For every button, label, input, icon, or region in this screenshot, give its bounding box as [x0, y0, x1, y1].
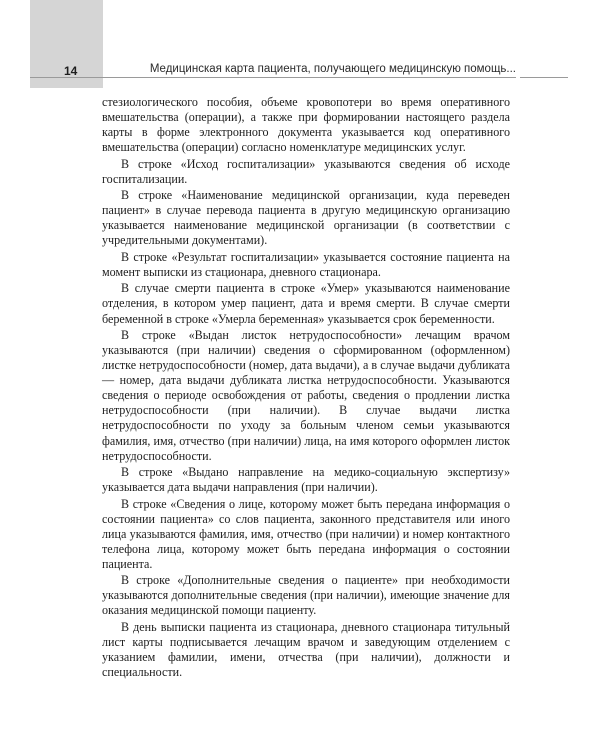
paragraph: В строке «Выдан листок нетрудоспособности» лечащим врачом указываются (при наличии) сведения о сформированном (оформленном) листке нетрудоспособности (номер, дата выдачи), а в случае выдачи дубликата — номер, дата выдачи дубликата листка нетрудоспособности. Указываются сведения о периоде освобождения от работы, сведения о продлении листка нетрудоспособности (при наличии). В случае выдачи листка нетрудоспособности по уходу за больным членом семьи указываются фамилия, имя, отчество (при наличии) лица, на имя которого оформлен листок нетрудоспособности. — [102, 327, 510, 463]
paragraph: В строке «Результат госпитализации» указывается состояние пациента на момент выписки из стационара, дневного стационара. — [102, 249, 510, 279]
paragraph: В случае смерти пациента в строке «Умер» указываются наименование отделения, в котором умер пациент, дата и время смерти. В случае смерти беременной в строке «Умерла беременная» указывается срок беременности. — [102, 281, 510, 326]
paragraph: В день выписки пациента из стационара, дневного стационара титульный лист карты подписывается лечащим врачом и заведующим отделением с указанием фамилии, имени, отчества (при наличии), должности и специальности. — [102, 619, 510, 680]
paragraph: В строке «Сведения о лице, которому может быть передана информация о состоянии пациента» со слов пациента, законного представителя или иного лица указываются фамилия, имя, отчество (при наличии) и номер контактного телефона лица, которому может быть передана информация о состоянии пациента. — [102, 496, 510, 571]
paragraph: стезиологического пособия, объеме кровопотери во время оперативного вмешательства (операции), а также при формировании настоящего раздела карты в форме электронного документа указывается код оперативного вмешательства (операции) согласно номенклатуре медицинских услуг. — [102, 95, 510, 155]
body-text — [102, 95, 510, 682]
header-rule-gap — [516, 74, 520, 80]
paragraph: В строке «Дополнительные сведения о пациенте» при необходимости указываются дополнительные сведения (при наличии), имеющие значение для оказания медицинской помощи пациенту. — [102, 573, 510, 618]
paragraph: В строке «Наименование медицинской организации, куда переведен пациент» в случае перевода пациента в другую медицинскую организацию указывается наименование медицинской организации (в соответствии с учредительными документами). — [102, 188, 510, 248]
paragraph: В строке «Выдано направление на медико-социальную экспертизу» указывается дата выдачи направления (при наличии). — [102, 465, 510, 495]
page-number: 14 — [64, 64, 78, 78]
header-rule — [30, 77, 568, 78]
running-title: Медицинская карта пациента, получающего медицинскую помощь... — [149, 63, 516, 75]
paragraph: В строке «Исход госпитализации» указываются сведения об исходе госпитализации. — [102, 156, 510, 186]
